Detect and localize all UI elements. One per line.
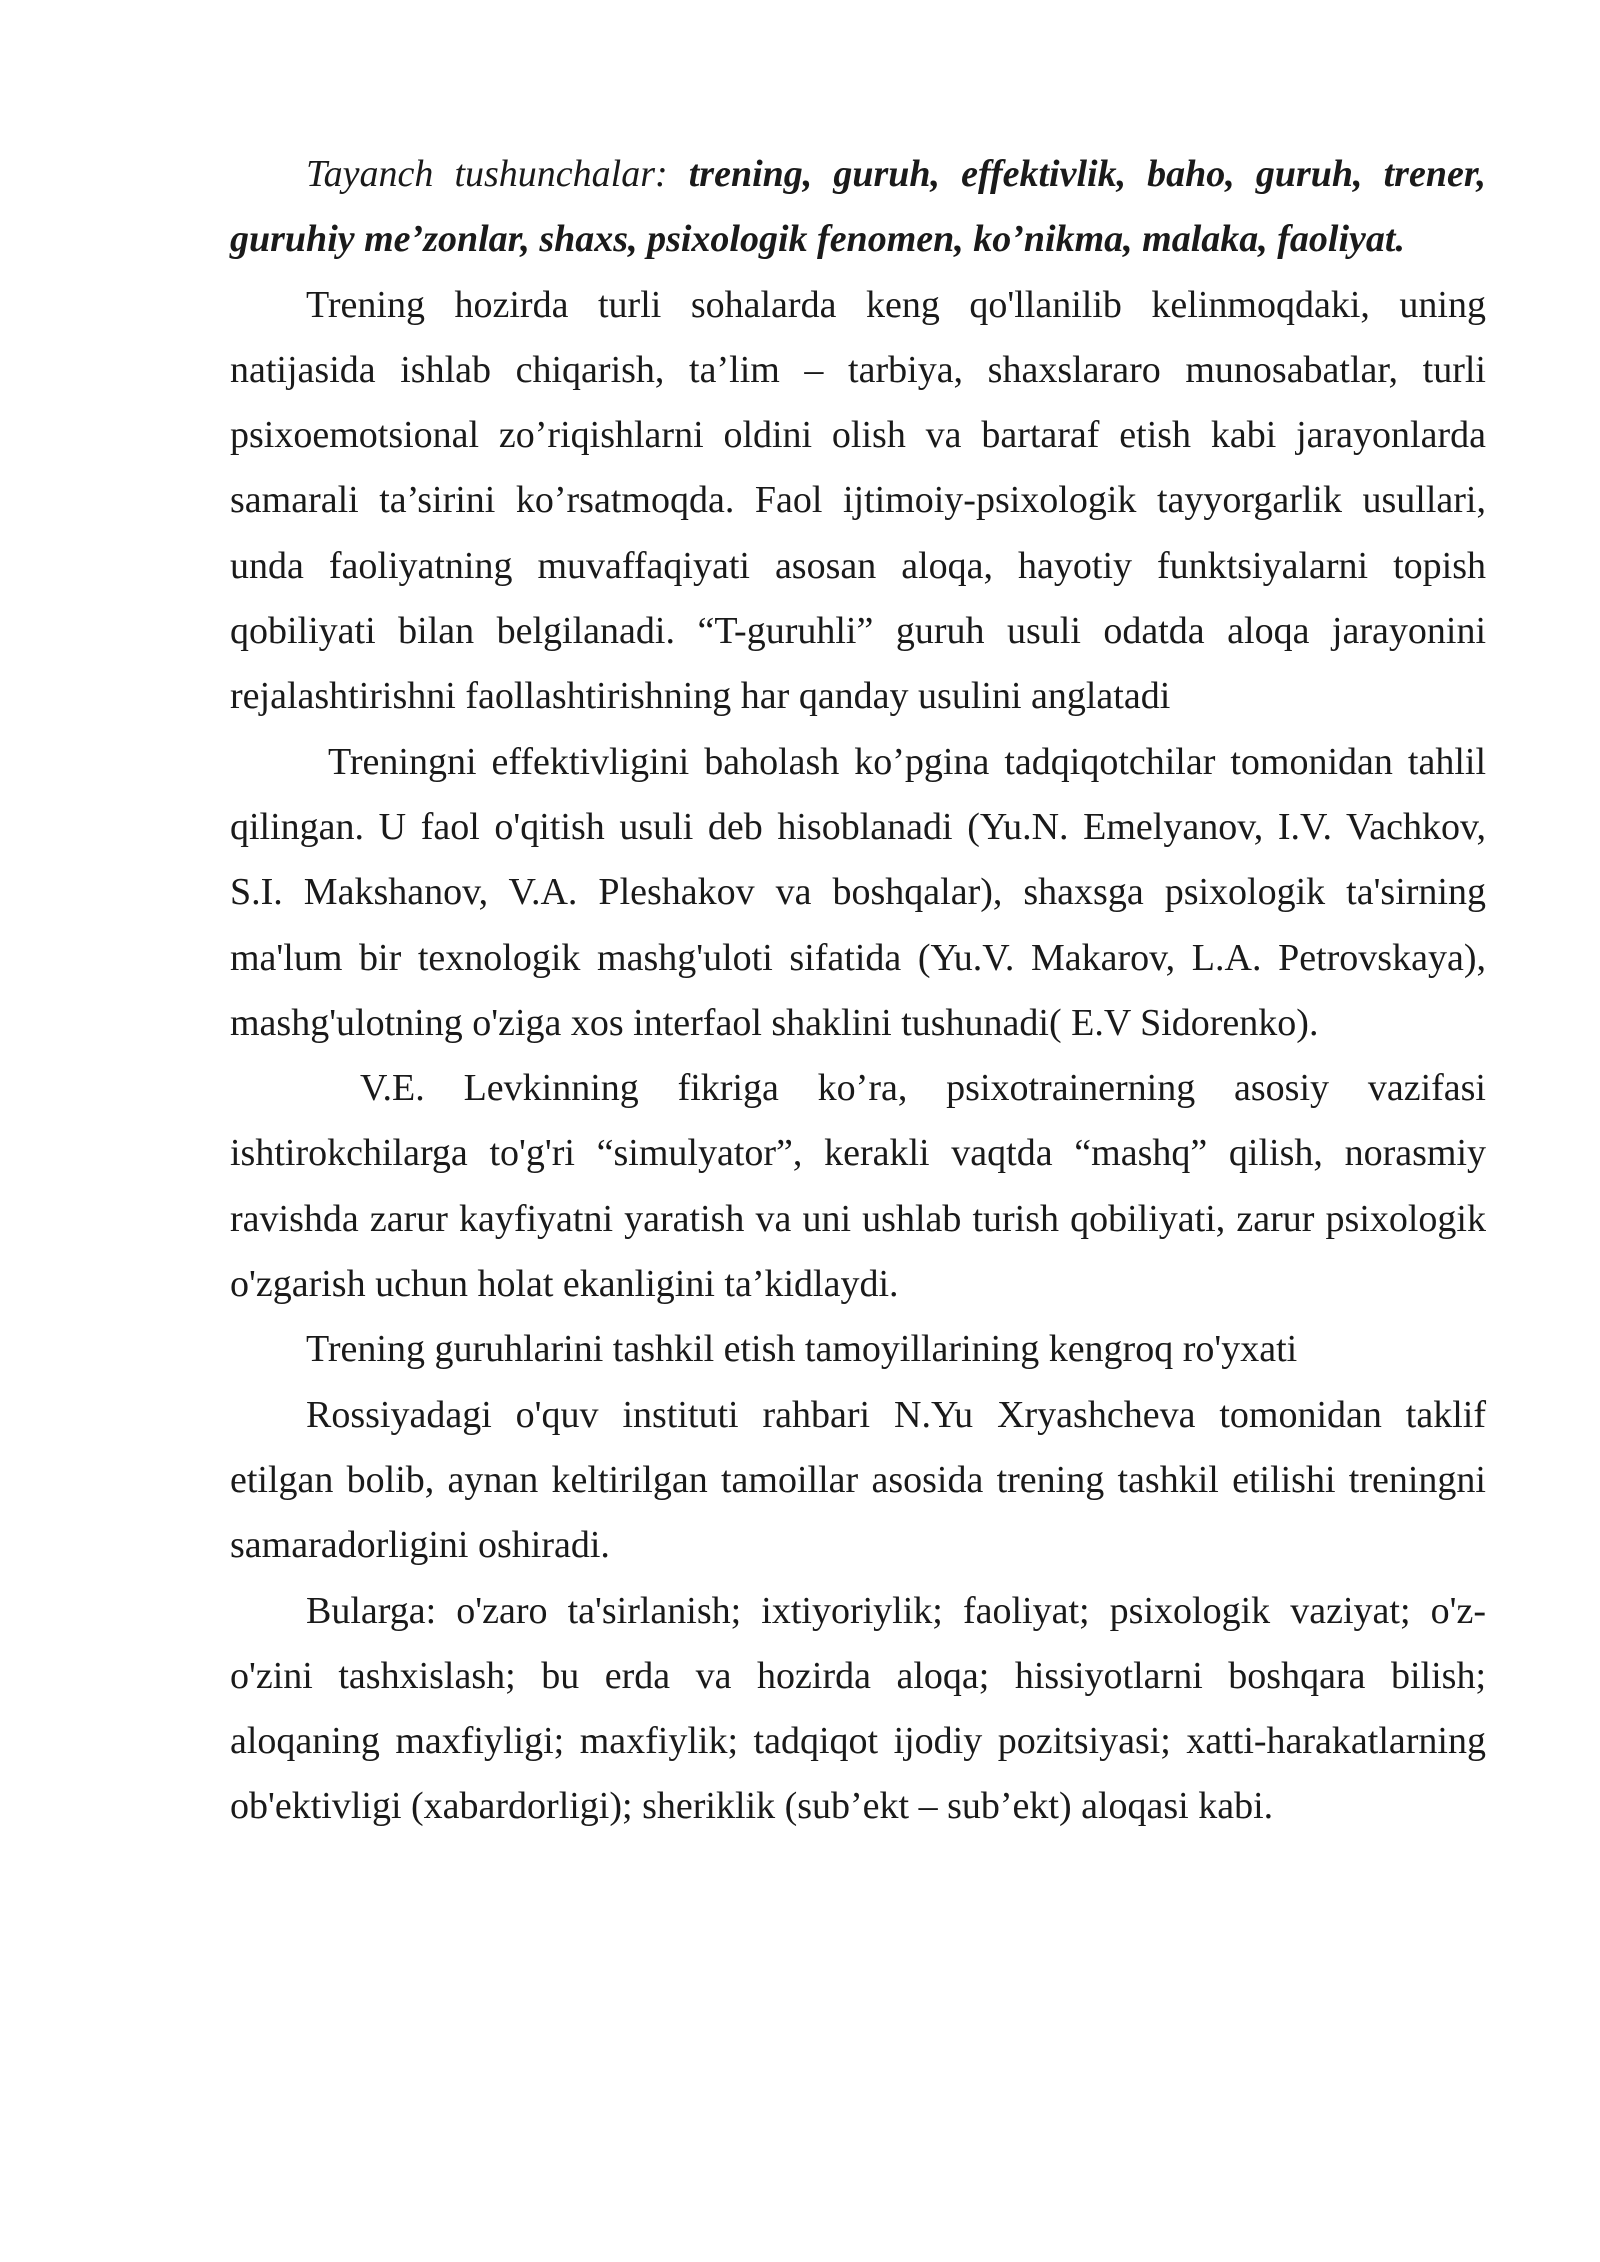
paragraph-xryashcheva: Rossiyadagi o'quv instituti rahbari N.Yu Xryashcheva tomonidan taklif etilgan bolib, aynan keltirilgan tamoillar asosida trening tashkil etilishi treningni samaradorligini oshiradi. xyxy=(230,1393,1486,1567)
paragraph-levkin-opinion: V.E. Levkinning fikriga ko’ra, psixotrainerning asosiy vazifasi ishtirokchilarga to'g'ri “simulyator”, kerakli vaqtda “mashq” qilish, norasmiy ravishda zarur kayfiyatni yaratish va uni ushlab turish qobiliyati, zarur psixologik o'zgarish uchun holat ekanligini ta’kidlaydi. xyxy=(230,1067,1486,1306)
keywords-paragraph xyxy=(230,142,1486,273)
paragraph-training-effectiveness: Treningni effektivligini baholash ko’pgina tadqiqotchilar tomonidan tahlil qilingan. U faol o'qitish usuli deb hisoblanadi (Yu.N. Emelyanov, I.V. Vachkov, S.I. Makshanov, V.A. Pleshakov va boshqalar), shaxsga psixologik ta'sirning ma'lum bir texnologik mashg'uloti sifatida (Yu.V. Makarov, L.A. Petrovskaya), mashg'ulotning o'ziga xos interfaol shaklini tushunadi( E.V Sidorenko). xyxy=(230,740,1486,1044)
document-page xyxy=(230,142,1486,1840)
paragraph-principles-list-heading: Trening guruhlarini tashkil etish tamoyillarining kengroq ro'yxati xyxy=(306,1328,1298,1371)
paragraph-principles-enumeration: Bularga: o'zaro ta'sirlanish; ixtiyoriylik; faoliyat; psixologik vaziyat; o'z-o'zini tashxislash; bu erda va hozirda aloqa; hissiyotlarni boshqara bilish; aloqaning maxfiyligi; maxfiylik; tadqiqot ijodiy pozitsiyasi; xatti-harakatlarning ob'ektivligi (xabardorligi); sheriklik (sub’ekt – sub’ekt) aloqasi kabi. xyxy=(230,1589,1486,1828)
keywords-label: Tayanch tushunchalar: xyxy=(306,153,668,195)
keywords-terms: trening, guruh, effektivlik, baho, guruh, trener, guruhiy me’zonlar, shaxs, psixologik fenomen, ko’nikma, malaka, faoliyat. xyxy=(230,153,1487,261)
paragraph-training-usage: Trening hozirda turli sohalarda keng qo'llanilib kelinmoqdaki, uning natijasida ishlab chiqarish, ta’lim – tarbiya, shaxslararo munosabatlar, turli psixoemotsional zo’riqishlarni oldini olish va bartaraf etish kabi jarayonlarda samarali ta’sirini ko’rsatmoqda. Faol ijtimoiy-psixologik tayyorgarlik usullari, unda faoliyatning muvaffaqiyati asosan aloqa, hayotiy funktsiyalarni topish qobiliyati bilan belgilanadi. “T-guruhli” guruh usuli odatda aloqa jarayonini rejalashtirishni faollashtirishning har qanday usulini anglatadi xyxy=(230,283,1486,718)
